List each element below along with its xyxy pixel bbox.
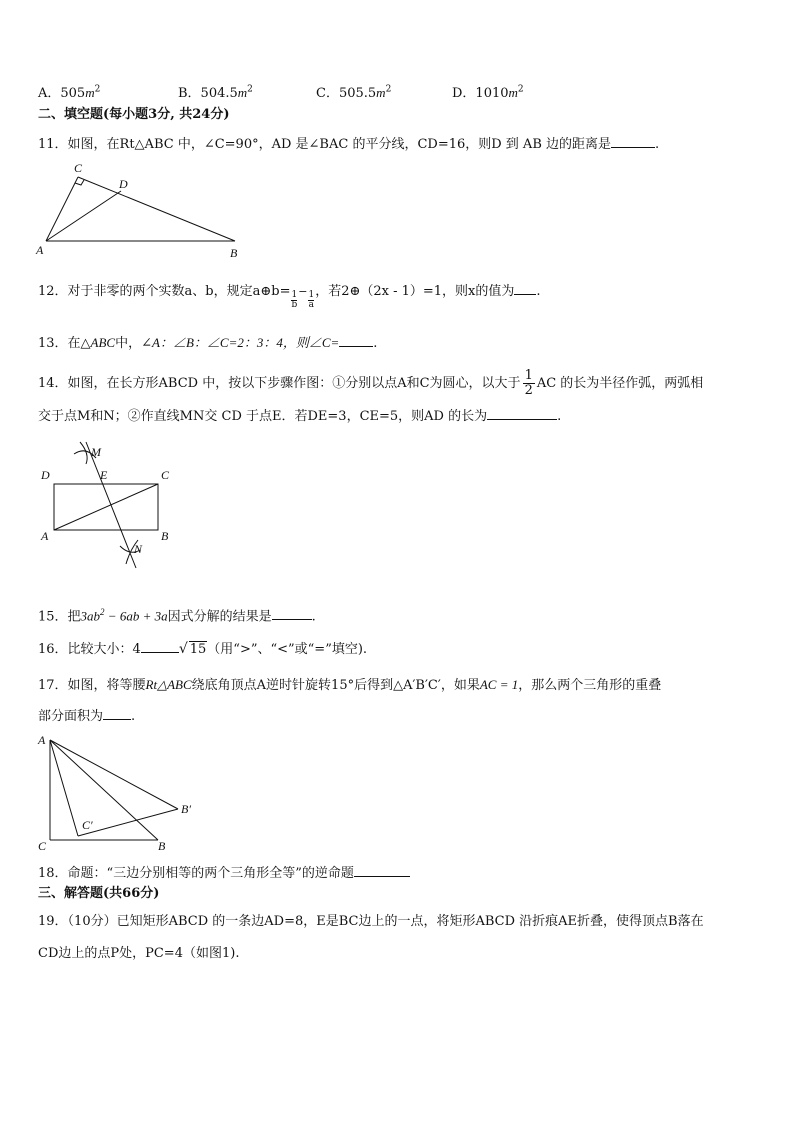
label-a: A — [36, 243, 44, 257]
question-18: 18．命题：“三边分别相等的两个三角形全等”的逆命题 — [38, 864, 410, 882]
label-c: C — [74, 161, 83, 175]
question-12: 12．对于非零的两个实数a、b，规定a⊕b= $\frac{1}{b}$ − $\frac{1}{a}$ ，若2⊕（2x - 1）=1，则x的值为 . — [38, 284, 541, 310]
question-14-line-2: 交于点M和N；②作直线MN交 CD 于点E．若DE=3，CE=5，则AD 的长为 . — [38, 409, 562, 424]
section-title-fill-in: 二、填空题(每小题3分, 共24分) — [38, 107, 230, 122]
sqrt-15: 15 — [189, 642, 207, 657]
label-e: E — [100, 468, 108, 482]
label-d: D — [41, 468, 50, 482]
question-11: 11．如图，在Rt△ABC 中，∠C=90°，AD 是∠BAC 的平分线，CD=16，则D 到 AB 边的距离是 . — [38, 137, 660, 152]
label-c: C — [38, 839, 47, 853]
label-c: C — [161, 468, 170, 482]
label-b: B — [230, 246, 238, 260]
label-a: A — [41, 529, 49, 543]
section-title-answer: 三、解答题(共66分) — [38, 886, 160, 901]
option-d: D．$1010m^2$ — [452, 84, 524, 101]
answer-blank[interactable] — [487, 407, 557, 420]
label-d: D — [119, 177, 128, 191]
option-b: B．$504.5m^2$ — [178, 84, 253, 101]
answer-blank[interactable] — [339, 334, 373, 347]
question-17-line-1: 17．如图，将等腰Rt△ABC绕底角顶点A逆时针旋转15°后得到△A′B′C′，如果AC = 1，那么两个三角形的重叠 — [38, 677, 662, 693]
figure-q14 — [30, 438, 190, 578]
fraction-1-over-b: $\frac{1}{b}$ — [291, 290, 298, 310]
question-16: 16．比较大小：4 √ 15（用“>”、“<”或“=”填空). — [38, 641, 368, 657]
figure-q17 — [30, 732, 220, 857]
fraction-one-half: $\frac{1}{2}$ — [524, 368, 533, 398]
question-19-line-1: 19．（10分）已知矩形ABCD 的一条边AD=8，E是BC边上的一点，将矩形ABCD 沿折痕AE折叠，使得顶点B落在 — [38, 914, 704, 929]
answer-blank[interactable] — [611, 135, 655, 148]
label-a: A — [38, 733, 46, 747]
option-c: C．$505.5m^2$ — [316, 84, 392, 101]
question-13: 13．在△ABC中，∠A：∠B：∠C=2：3：4，则∠C= . — [38, 335, 378, 351]
figure-q11 — [30, 155, 260, 265]
label-n: N — [134, 542, 143, 556]
answer-blank[interactable] — [354, 864, 410, 877]
label-c-prime: C′ — [82, 818, 93, 832]
label-b-prime: B′ — [181, 802, 191, 816]
answer-blank[interactable] — [103, 707, 131, 720]
fraction-1-over-a: $\frac{1}{a}$ — [308, 290, 315, 310]
question-14-line-1: 14．如图，在长方形ABCD 中，按以下步骤作图：①分别以点A和C为圆心，以大于 $\frac{1}{2}$ AC 的长为半径作弧，两弧相 — [38, 368, 704, 398]
label-b: B — [158, 839, 166, 853]
label-m: M — [91, 445, 101, 459]
question-15: 15．把$3ab^2 - 6ab + 3a$因式分解的结果是 . — [38, 607, 316, 625]
question-19-line-2: CD边上的点P处，PC=4（如图1). — [38, 946, 240, 961]
answer-blank[interactable] — [272, 607, 312, 620]
answer-blank[interactable] — [141, 640, 179, 653]
option-a: A．$505m^2$ — [38, 84, 101, 101]
label-b: B — [161, 529, 169, 543]
question-17-line-2: 部分面积为 . — [38, 709, 136, 724]
answer-blank[interactable] — [514, 282, 536, 295]
